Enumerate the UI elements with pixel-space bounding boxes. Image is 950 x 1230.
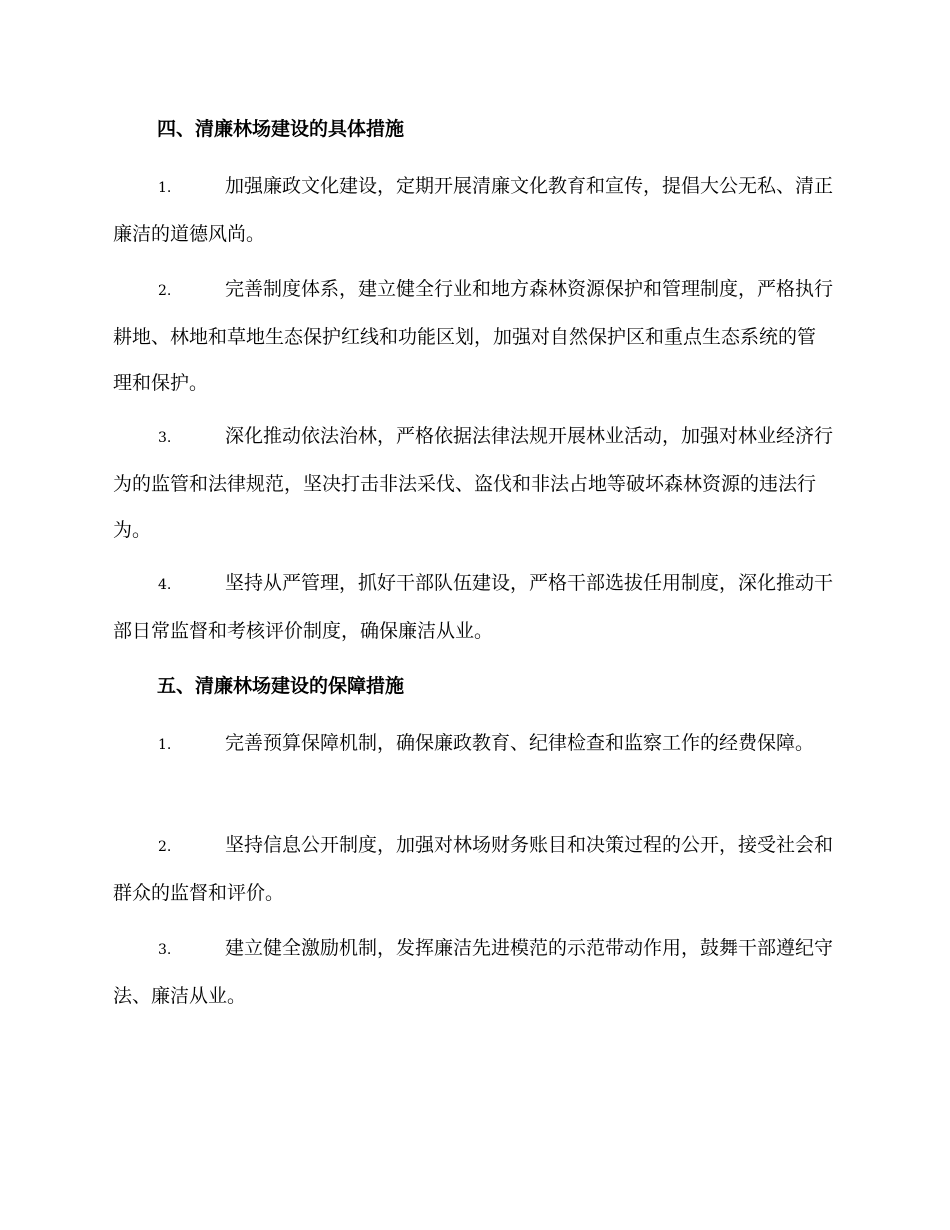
item-text: 坚持从严管理，抓好干部队伍建设，严格干部选拔任用制度，深化推动干部日常监督和考核评价制度，确保廉洁从业。 — [113, 572, 834, 642]
section-heading-4: 四、清廉林场建设的具体措施 — [157, 118, 405, 140]
item-number: 1. — [158, 737, 172, 753]
item-number: 1. — [158, 180, 172, 196]
item-number: 3. — [158, 430, 172, 446]
item-number: 4. — [158, 577, 172, 593]
item-number: 3. — [158, 942, 172, 958]
item-text: 坚持信息公开制度，加强对林场财务账目和决策过程的公开，接受社会和群众的监督和评价。 — [113, 834, 834, 904]
list-item — [113, 925, 833, 1019]
item-text: 完善制度体系，建立健全行业和地方森林资源保护和管理制度，严格执行耕地、林地和草地生态保护红线和功能区划，加强对自然保护区和重点生态系统的管理和保护。 — [113, 278, 834, 394]
list-item — [113, 720, 833, 768]
item-text: 深化推动依法治林，严格依据法律法规开展林业活动，加强对林业经济行为的监管和法律规范，坚决打击非法采伐、盗伐和非法占地等破坏森林资源的违法行为。 — [113, 425, 834, 541]
list-item — [113, 822, 833, 916]
section-heading-5: 五、清廉林场建设的保障措施 — [157, 675, 405, 697]
list-item — [113, 560, 833, 654]
list-item — [113, 266, 833, 406]
item-number: 2. — [158, 839, 172, 855]
item-text: 加强廉政文化建设，定期开展清廉文化教育和宣传，提倡大公无私、清正廉洁的道德风尚。 — [113, 175, 834, 245]
item-text: 建立健全激励机制，发挥廉洁先进模范的示范带动作用，鼓舞干部遵纪守法、廉洁从业。 — [113, 937, 834, 1007]
list-item — [113, 163, 833, 257]
item-text: 完善预算保障机制，确保廉政教育、纪律检查和监察工作的经费保障。 — [225, 732, 815, 754]
list-item — [113, 413, 833, 553]
item-number: 2. — [158, 283, 172, 299]
